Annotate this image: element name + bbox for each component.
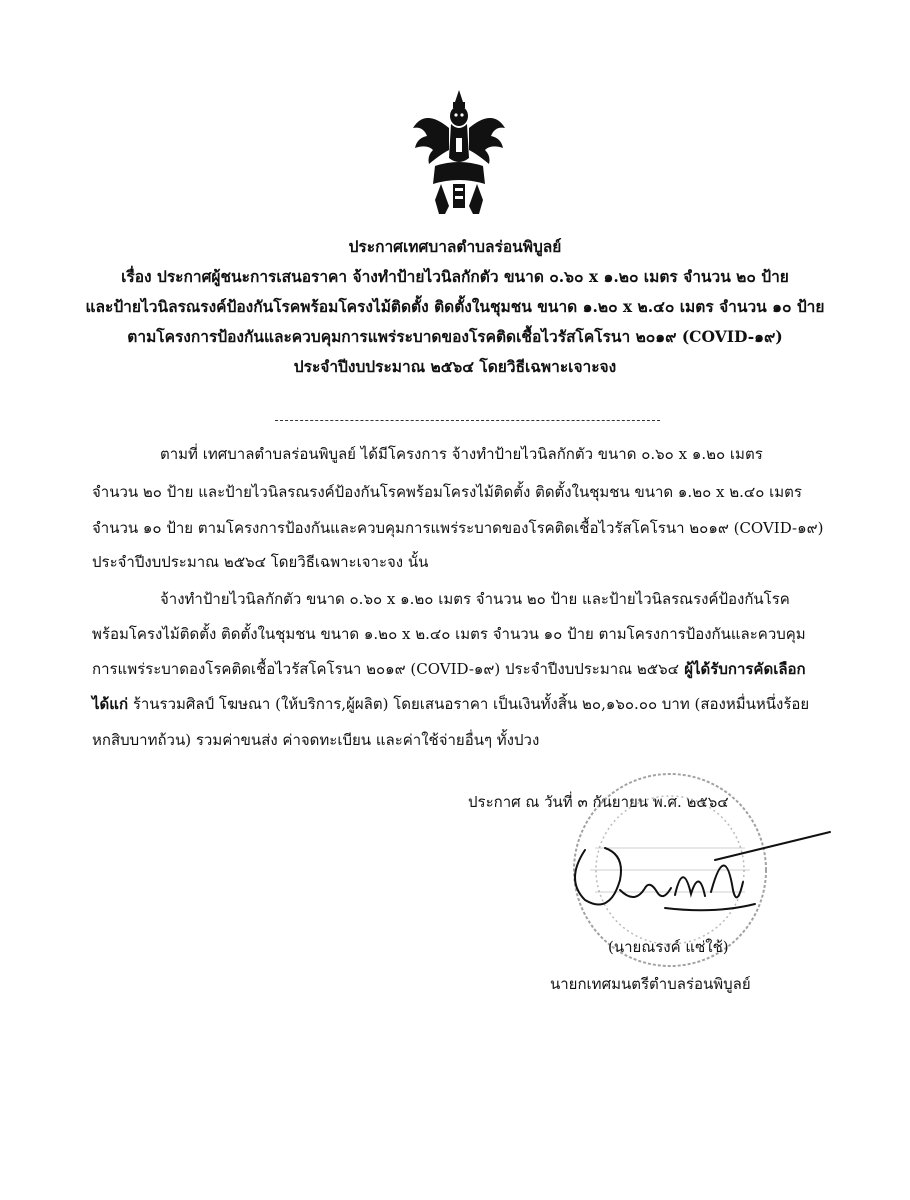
signer-title: นายกเทศมนตรีตำบลร่อนพิบูลย์ <box>550 975 751 993</box>
paragraph-1-line-3: จำนวน ๑๐ ป้าย ตามโครงการป้องกันและควบคุมการแพร่ระบาดของโรคติดเชื้อไวรัสโคโรนา ๒๐๑๙ (COVID-๑๙) <box>92 519 824 537</box>
winner-label: ได้แก่ <box>92 695 129 713</box>
handwritten-signature <box>565 820 835 920</box>
announcement-date: ประกาศ ณ วันที่ ๓ กันยายน พ.ศ. ๒๕๖๔ <box>468 793 729 811</box>
selected-label: ผู้ได้รับการคัดเลือก <box>678 660 806 678</box>
subject-line-2: และป้ายไวนิลรณรงค์ป้องกันโรคพร้อมโครงไม้ติดตั้ง ติดตั้งในชุมชน ขนาด ๑.๒๐ x ๒.๔๐ เมตร จำนวน ๑๐ ป้าย <box>85 297 825 316</box>
paragraph-1-line-1: ตามที่ เทศบาลตำบลร่อนพิบูลย์ ได้มีโครงการ จ้างทำป้ายไวนิลกักตัว ขนาด ๐.๖๐ x ๑.๒๐ เมตร <box>160 445 763 463</box>
paragraph-1-line-2: จำนวน ๒๐ ป้าย และป้ายไวนิลรณรงค์ป้องกันโรคพร้อมโครงไม้ติดตั้ง ติดตั้งในชุมชน ขนาด ๑.๒๐ x ๒.๔๐ เมตร <box>92 483 802 501</box>
winner-details: ร้านรวมศิลป์ โฆษณา (ให้บริการ,ผู้ผลิต) โดยเสนอราคา เป็นเงินทั้งสิ้น ๒๐,๑๖๐.๐๐ บาท (สองหมื่นหนึ่งร้อย <box>128 695 810 713</box>
garuda-emblem-icon <box>405 88 513 216</box>
paragraph-1-line-4: ประจำปีงบประมาณ ๒๕๖๔ โดยวิธีเฉพาะเจาะจง นั้น <box>92 553 429 571</box>
paragraph-2-line-5: หกสิบบาทถ้วน) รวมค่าขนส่ง ค่าจดทะเบียน และค่าใช้จ่ายอื่นๆ ทั้งปวง <box>92 731 540 749</box>
paragraph-2-line-2: พร้อมโครงไม้ติดตั้ง ติดตั้งในชุมชน ขนาด ๑.๒๐ x ๒.๔๐ เมตร จำนวน ๑๐ ป้าย ตามโครงการป้องกันและควบคุม <box>92 625 806 643</box>
signer-name: (นายณรงค์ แซ่ใช้) <box>608 938 729 956</box>
subject-line-3: ตามโครงการป้องกันและควบคุมการแพร่ระบาดของโรคติดเชื้อไวรัสโคโรนา ๒๐๑๙ (COVID-๑๙) <box>127 327 783 346</box>
paragraph-2-line-3 <box>92 655 852 683</box>
header-divider <box>275 420 660 421</box>
paragraph-2-line-3-text: การแพร่ระบาดองโรคติดเชื้อไวรัสโคโรนา ๒๐๑๙ (COVID-๑๙) ประจำปีงบประมาณ ๒๕๖๔ <box>92 660 679 678</box>
paragraph-2-line-4 <box>92 690 852 718</box>
paragraph-2-line-1: จ้างทำป้ายไวนิลกักตัว ขนาด ๐.๖๐ x ๑.๒๐ เมตร จำนวน ๒๐ ป้าย และป้ายไวนิลรณรงค์ป้องกันโรค <box>160 590 790 608</box>
subject-line-4: ประจำปีงบประมาณ ๒๕๖๔ โดยวิธีเฉพาะเจาะจง <box>293 357 617 376</box>
announcement-subject: เรื่อง ประกาศผู้ชนะการเสนอราคา จ้างทำป้ายไวนิลกักตัว ขนาด ๐.๖๐ x ๑.๒๐ เมตร จำนวน ๒๐ ป้าย <box>121 267 789 286</box>
announcement-title: ประกาศเทศบาลตำบลร่อนพิบูลย์ <box>348 237 562 256</box>
